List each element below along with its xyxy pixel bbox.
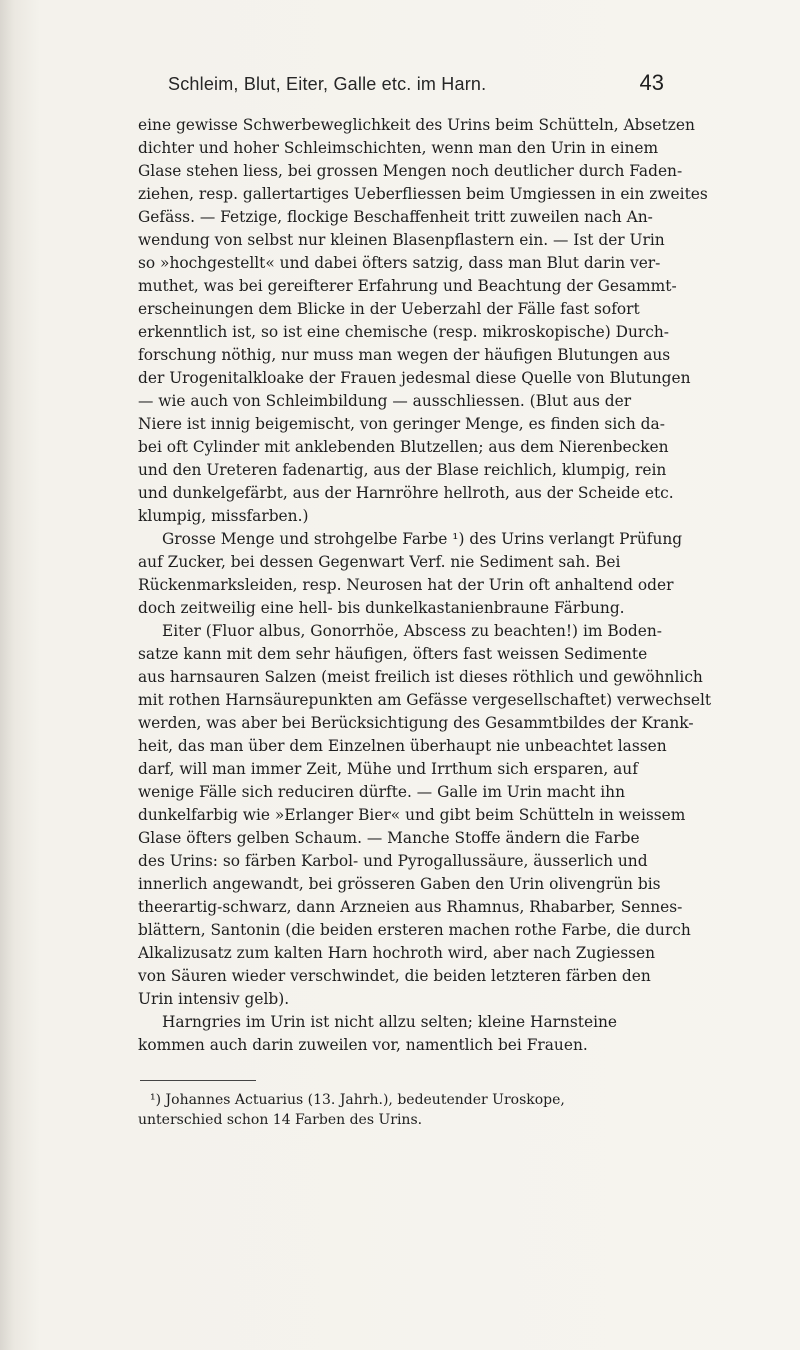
text-line: Glase stehen liess, bei grossen Mengen noch deutlicher durch Faden- xyxy=(138,162,683,180)
text-line: kommen auch darin zuweilen vor, namentlich bei Frauen. xyxy=(138,1036,588,1054)
page-number: 43 xyxy=(639,70,664,95)
text-line: eine gewisse Schwerbeweglichkeit des Urins beim Schütteln, Absetzen xyxy=(138,116,695,134)
footnote-line: ¹) Johannes Actuarius (13. Jahrh.), bedeutender Uroskope, xyxy=(150,1092,565,1108)
text-line: werden, was aber bei Berücksichtigung des Gesammtbildes der Krank- xyxy=(138,714,694,732)
text-line: muthet, was bei gereifterer Erfahrung und Beachtung der Gesammt- xyxy=(138,277,677,295)
text-line: innerlich angewandt, bei grösseren Gaben den Urin olivengrün bis xyxy=(138,875,661,893)
text-line: der Urogenitalkloake der Frauen jedesmal diese Quelle von Blutungen xyxy=(138,369,691,387)
text-line: ziehen, resp. gallertartiges Ueberfliessen beim Umgiessen in ein zweites xyxy=(138,185,708,203)
text-line: dunkelfarbig wie »Erlanger Bier« und gibt beim Schütteln in weissem xyxy=(138,806,686,824)
body-text xyxy=(138,114,712,1057)
text-line: wendung von selbst nur kleinen Blasenpflastern ein. — Ist der Urin xyxy=(138,231,665,249)
paragraph-start-line: Eiter (Fluor albus, Gonorrhöe, Abscess zu beachten!) im Boden- xyxy=(162,622,663,640)
text-line: auf Zucker, bei dessen Gegenwart Verf. nie Sediment sah. Bei xyxy=(138,553,621,571)
running-head: Schleim, Blut, Eiter, Galle etc. im Harn. xyxy=(168,74,487,94)
paragraph-start-line: Grosse Menge und strohgelbe Farbe ¹) des Urins verlangt Prüfung xyxy=(162,530,683,548)
text-line: forschung nöthig, nur muss man wegen der häufigen Blutungen aus xyxy=(138,346,671,364)
footnote-line: unterschied schon 14 Farben des Urins. xyxy=(138,1112,423,1128)
text-line: Gefäss. — Fetzige, flockige Beschaffenheit tritt zuweilen nach An- xyxy=(138,208,653,226)
text-line: Niere ist innig beigemischt, von geringer Menge, es finden sich da- xyxy=(138,415,665,433)
footnotes xyxy=(138,1090,698,1130)
text-line: doch zeitweilig eine hell- bis dunkelkastanienbraune Färbung. xyxy=(138,599,625,617)
text-line: satze kann mit dem sehr häufigen, öfters fast weissen Sedimente xyxy=(138,645,648,663)
page-header xyxy=(168,70,664,106)
text-line: aus harnsauren Salzen (meist freilich ist dieses röthlich und gewöhnlich xyxy=(138,668,703,686)
text-line: heit, das man über dem Einzelnen überhaupt nie unbeachtet lassen xyxy=(138,737,667,755)
text-line: Rückenmarksleiden, resp. Neurosen hat der Urin oft anhaltend oder xyxy=(138,576,674,594)
text-line: mit rothen Harnsäurepunkten am Gefässe vergesellschaftet) verwechselt xyxy=(138,691,712,709)
text-line: — wie auch von Schleimbildung — ausschliessen. (Blut aus der xyxy=(138,392,632,410)
footnote-divider xyxy=(140,1080,256,1081)
paragraph-start-line: Harngries im Urin ist nicht allzu selten; kleine Harnsteine xyxy=(162,1013,618,1031)
text-line: und dunkelgefärbt, aus der Harnröhre hellroth, aus der Scheide etc. xyxy=(138,484,674,502)
text-line: Glase öfters gelben Schaum. — Manche Stoffe ändern die Farbe xyxy=(138,829,640,847)
text-line: klumpig, missfarben.) xyxy=(138,507,309,525)
text-line: und den Ureteren fadenartig, aus der Blase reichlich, klumpig, rein xyxy=(138,461,667,479)
text-line: bei oft Cylinder mit anklebenden Blutzellen; aus dem Nierenbecken xyxy=(138,438,669,456)
text-line: von Säuren wieder verschwindet, die beiden letzteren färben den xyxy=(138,967,651,985)
text-line: so »hochgestellt« und dabei öfters satzig, dass man Blut darin ver- xyxy=(138,254,661,272)
text-line: blättern, Santonin (die beiden ersteren machen rothe Farbe, die durch xyxy=(138,921,691,939)
text-line: Alkalizusatz zum kalten Harn hochroth wird, aber nach Zugiessen xyxy=(138,944,656,962)
text-line: wenige Fälle sich reduciren dürfte. — Galle im Urin macht ihn xyxy=(138,783,625,801)
text-line: Urin intensiv gelb). xyxy=(138,990,290,1008)
text-line: dichter und hoher Schleimschichten, wenn man den Urin in einem xyxy=(138,139,659,157)
text-line: erscheinungen dem Blicke in der Ueberzahl der Fälle fast sofort xyxy=(138,300,640,318)
text-line: theerartig-schwarz, dann Arzneien aus Rhamnus, Rhabarber, Sennes- xyxy=(138,898,683,916)
text-line: darf, will man immer Zeit, Mühe und Irrthum sich ersparen, auf xyxy=(138,760,638,778)
text-line: des Urins: so färben Karbol- und Pyrogallussäure, äusserlich und xyxy=(138,852,648,870)
text-line: erkenntlich ist, so ist eine chemische (resp. mikroskopische) Durch- xyxy=(138,323,669,341)
